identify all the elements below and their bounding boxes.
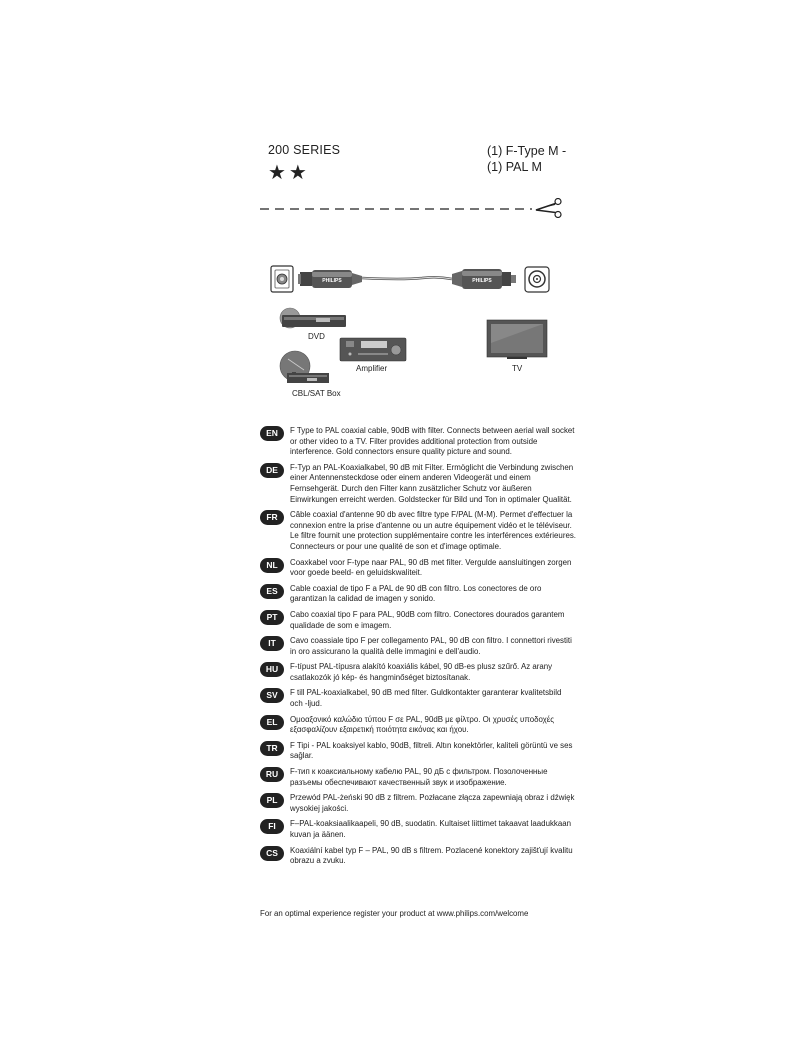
cbl-sat-label: CBL/SAT Box xyxy=(292,389,341,398)
language-entry-pt xyxy=(260,610,580,631)
language-badge: SV xyxy=(260,688,284,703)
dvd-player-icon xyxy=(280,308,346,328)
language-text: F Type to PAL coaxial cable, 90dB with filter. Connects between aerial wall socket or other video to a TV. Filter provides additional protection from outside interference. Gold connectors ensure quality picture and sound. xyxy=(290,426,575,457)
language-badge: CS xyxy=(260,846,284,861)
language-text: F-típust PAL-típusra alakító koaxiális kábel, 90 dB-es plusz szűrő. Az arany csatlakozók jó kép- és hangminőséget biztosítanak. xyxy=(290,662,553,682)
language-badge: FR xyxy=(260,510,284,525)
language-entry-de xyxy=(260,463,580,505)
plug-brand-left: PHILIPS xyxy=(322,278,342,284)
language-descriptions xyxy=(260,426,580,872)
language-text: F Tipi - PAL koaksiyel kablo, 90dB, filtreli. Altın konektörler, kaliteli görüntü ve ses sağlar. xyxy=(290,740,573,761)
language-badge: DE xyxy=(260,463,284,478)
language-text: F till PAL-koaxialkabel, 90 dB med filter. Guldkontakter garanterar kvalitetsbild och -ljud. xyxy=(290,688,562,709)
language-text: Cable coaxial de tipo F a PAL de 90 dB con filtro. Los conectores de oro garantizan la calidad de imagen y sonido. xyxy=(290,583,542,604)
language-entry-hu xyxy=(260,662,580,683)
language-text: Câble coaxial d'antenne 90 db avec filtre type F/PAL (M-M). Permet d'effectuer la connexion entre la prise d'antenne ou un autre équipement vidéo et le téléviseur. Le filtre fournit une protection supplémentaire contre les interférences extérieures. Connecteurs or pour une qualité de son et d'image optimale. xyxy=(290,510,576,551)
language-badge: HU xyxy=(260,662,284,677)
language-badge: TR xyxy=(260,741,284,756)
language-entry-sv xyxy=(260,688,580,709)
f-type-plug-icon xyxy=(298,270,362,288)
pal-socket-icon xyxy=(525,267,549,292)
connector-type xyxy=(487,143,566,175)
language-entry-fr xyxy=(260,510,580,552)
language-text: Cabo coaxial tipo F para PAL, 90dB com filtro. Conectores dourados garantem qualidade de som e imagem. xyxy=(290,609,565,630)
language-entry-el xyxy=(260,715,580,736)
language-text: Cavo coassiale tipo F per collegamento PAL, 90 dB con filtro. I connettori rivestiti in oro assicurano la qualità delle immagini e dell'audio. xyxy=(290,636,572,656)
language-entry-ru xyxy=(260,767,580,788)
language-text: F-тип к коаксиальному кабелю PAL, 90 дБ с фильтром. Позолоченные разъемы обеспечивают качественный звук и изображение. xyxy=(290,767,548,787)
amplifier-icon xyxy=(340,338,406,361)
language-entry-cs xyxy=(260,846,580,867)
f-type-socket-icon xyxy=(271,266,293,292)
tv-icon xyxy=(487,320,547,359)
connector-type-line-1: (1) F-Type M - xyxy=(487,144,567,158)
language-text: Przewód PAL-żeński 90 dB z filtrem. Pozłacane złącza zapewniają obraz i dźwięk wysokiej jakości. xyxy=(290,793,575,813)
tv-label: TV xyxy=(512,364,523,373)
language-badge: EL xyxy=(260,715,284,730)
language-badge: ES xyxy=(260,584,284,599)
language-entry-en xyxy=(260,426,580,458)
registration-footer: For an optimal experience register your product at www.philips.com/welcome xyxy=(260,909,529,918)
plug-brand-right: PHILIPS xyxy=(472,278,492,284)
language-badge: PT xyxy=(260,610,284,625)
language-badge: IT xyxy=(260,636,284,651)
cut-line xyxy=(260,198,565,218)
language-text: Koaxiální kabel typ F – PAL, 90 dB s filtrem. Pozlacené konektory zajišťují kvalitu obrazu a zvuku. xyxy=(290,845,573,866)
rating-stars: ★★ xyxy=(268,162,310,184)
language-entry-it xyxy=(260,636,580,657)
language-text: F-Typ an PAL-Koaxialkabel, 90 dB mit Filter. Ermöglicht die Verbindung zwischen einer Antennensteckdose oder einem anderen Videogerät und einem Fernsehgerät. Durch den Filter kann zusätzlicher Schutz vor äußeren Einwirkungen erreicht werden. Goldstecker für Bild und Ton in optimaler Qualität. xyxy=(290,462,574,504)
series-title: 200 SERIES xyxy=(268,143,341,157)
connector-type-line-2: (1) PAL M xyxy=(487,160,542,174)
language-entry-fi xyxy=(260,819,580,840)
language-text: Coaxkabel voor F-type naar PAL, 90 dB met filter. Vergulde aansluitingen zorgen voor goede beeld- en geluidskwaliteit. xyxy=(290,557,572,578)
language-entry-tr xyxy=(260,741,580,762)
language-entry-es xyxy=(260,584,580,605)
pal-plug-icon xyxy=(452,269,516,289)
language-text: F–PAL-koaksiaalikaapeli, 90 dB, suodatin. Kultaiset liittimet takaavat laadukkaan kuvan ja äänen. xyxy=(290,819,572,839)
connection-diagram xyxy=(262,258,562,403)
language-badge: NL xyxy=(260,558,284,573)
language-badge: PL xyxy=(260,793,284,808)
scissors-icon xyxy=(536,199,561,218)
language-text: Ομοαξονικό καλώδιο τύπου F σε PAL, 90dB με φίλτρο. Οι χρυσές υποδοχές εξασφαλίζουν εξαιρετική ποιότητα εικόνας και ήχου. xyxy=(290,714,555,735)
satellite-box-icon xyxy=(280,351,329,383)
language-badge: RU xyxy=(260,767,284,782)
language-badge: EN xyxy=(260,426,284,441)
amplifier-label: Amplifier xyxy=(356,364,388,373)
language-badge: FI xyxy=(260,819,284,834)
language-entry-nl xyxy=(260,558,580,579)
language-entry-pl xyxy=(260,793,580,814)
dvd-label: DVD xyxy=(308,332,325,341)
